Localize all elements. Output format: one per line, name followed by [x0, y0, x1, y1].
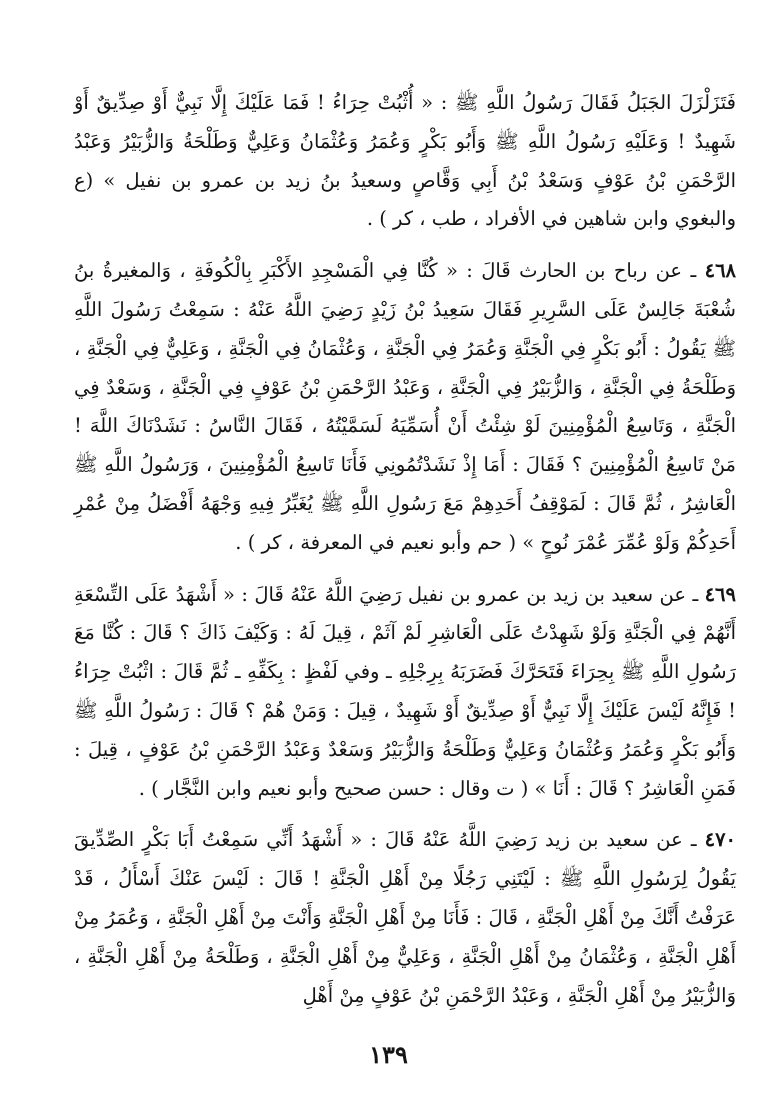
hadith-469: [74, 576, 736, 809]
hadith-number: ٤٦٨: [704, 259, 737, 283]
hadith-number: ٤٧٠: [704, 828, 737, 852]
hadith-number: ٤٦٩: [704, 582, 736, 606]
hadith-text: ـ عن سعيد بن زيد رَضِيَ اللَّهُ عَنْهُ قَالَ : « أَشْهَدُ أَنِّي سَمِعْتُ أَبَا بَكْرٍ الصِّدِّيقَ يَقُولُ لِرَسُولِ اللَّهِ ﷺ : لَيْتَنِي رَجُلًا مِنْ أَهْلِ الْجَنَّةِ ! قَالَ : لَيْسَ عَنْكَ أَسْأَلُ ، قَدْ عَرَفْتُ أَنَّكَ مِنْ أَهْلِ الْجَنَّةِ ، قَالَ : فَأَنَا مِنْ أَهْلِ الْجَنَّةِ وَأَنْتَ مِنْ أَهْلِ الْجَنَّةِ ، وَعُمَرُ مِنْ أَهْلِ الْجَنَّةِ ، وَعُثْمَانُ مِنْ أَهْلِ الْجَنَّةِ ، وَعَلِيٌّ مِنْ أَهْلِ الْجَنَّةِ ، وَطَلْحَةُ مِنْ أَهْلِ الْجَنَّةِ ، وَالزُّبَيْرُ مِنْ أَهْلِ الْجَنَّةِ ، وَعَبْدُ الرَّحْمَنِ بْنُ عَوْفٍ مِنْ أَهْلِ: [74, 828, 736, 1007]
hadith-text: ـ عن رباح بن الحارث قَالَ : « كُنَّا فِي الْمَسْجِدِ الأَكْبَرِ بِالْكُوفَةِ ، وَالمغيرةُ بنُ شُعْبَةَ جَالِسٌ عَلَى السَّرِيرِ فَقَالَ سَعِيدُ بْنُ زَيْدٍ رَضِيَ اللَّهُ عَنْهُ : سَمِعْتُ رَسُولَ اللَّهِ ﷺ يَقُولُ : أَبُو بَكْرٍ فِي الْجَنَّةِ وَعُمَرُ فِي الْجَنَّةِ ، وَعُثْمَانُ فِي الْجَنَّةِ ، وَعَلِيٌّ فِي الْجَنَّةِ ، وَطَلْحَةُ فِي الْجَنَّةِ ، وَالزُّبَيْرُ فِي الْجَنَّةِ ، وَعَبْدُ الرَّحْمَنِ بْنُ عَوْفٍ فِي الْجَنَّةِ ، وَسَعْدٌ فِي الْجَنَّةِ ، وَتَاسِعُ الْمُؤْمِنِينَ لَوْ شِئْتُ أَنْ أُسَمِّيَهُ لَسَمَّيْتُهُ ، فَقَالَ النَّاسُ : نَشَدْنَاكَ اللَّهَ ! مَنْ تَاسِعُ الْمُؤْمِنِينَ ؟ فَقَالَ : أَمَا إِذْ نَشَدْتُمُونِي فَأَنَا تَاسِعُ الْمُؤْمِنِينَ ، وَرَسُولُ اللَّهِ ﷺ الْعَاشِرُ ، ثُمَّ قَالَ : لَمَوْقِفُ أَحَدِهِمْ مَعَ رَسُولِ اللَّهِ ﷺ يُغَبِّرُ فِيهِ وَجْهَهُ أَفْضَلُ مِنْ عُمْرِ أَحَدِكُمْ وَلَوْ عُمِّرَ عُمْرَ نُوحٍ » ( حم وأبو نعيم في المعرفة ، كر ) .: [74, 259, 736, 554]
hadith-470: [74, 821, 736, 1015]
continuation-paragraph: فَتَزَلْزَلَ الجَبَلُ فَقَالَ رَسُولُ اللَّهِ ﷺ : « أُثْبُتْ حِرَاءُ ! فَمَا عَلَيْكَ إِلَّا نَبِيٌّ أَوْ صِدِّيقٌ أَوْ شَهِيدٌ ! وَعَلَيْهِ رَسُولُ اللَّهِ ﷺ وَأَبُو بَكْرٍ وَعُمَرُ وَعُثْمَانُ وَعَلِيٌّ وَطَلْحَةُ وَالزُّبَيْرُ وَعَبْدُ الرَّحْمَنِ بْنُ عَوْفٍ وَسَعْدُ بْنُ أَبِي وَقَّاصٍ وسعيدُ بنُ زيد بن عمرو بن نفيل » (ع والبغوي وابن شاهين في الأفراد ، طب ، كر ) .: [74, 91, 736, 231]
hadith-468: [74, 252, 736, 562]
page-body: [74, 84, 736, 1015]
hadith-text: ـ عن سعيد بن زيد بن عمرو بن نفيل رَضِيَ اللَّهُ عَنْهُ قَالَ : « أَشْهَدُ عَلَى التِّسْعَةِ أَنَّهُمْ فِي الْجَنَّةِ وَلَوْ شَهِدْتُ عَلَى الْعَاشِرِ لَمْ آثَمْ ، قِيلَ لَهُ : وَكَيْفَ ذَاكَ ؟ قَالَ : كُنَّا مَعَ رَسُولِ اللَّهِ ﷺ بِحِرَاءَ فَتَحَرَّكَ فَضَرَبَهُ بِرِجْلِهِ ـ وفي لَفْظٍ : بِكَفِّهِ ـ ثُمَّ قَالَ : اثْبُتْ حِرَاءُ ! فَإِنَّهُ لَيْسَ عَلَيْكَ إِلَّا نَبِيٌّ أَوْ صِدِّيقٌ أَوْ شَهِيدٌ ، قِيلَ : وَمَنْ هُمْ ؟ قَالَ : رَسُولُ اللَّهِ ﷺ وَأَبُو بَكْرٍ وَعُمَرُ وَعُثْمَانُ وَعَلِيٌّ وَطَلْحَةُ وَالزُّبَيْرُ وَسَعْدٌ وَعَبْدُ الرَّحْمَنِ بْنُ عَوْفٍ ، قِيلَ : فَمَنِ الْعَاشِرُ ؟ قَالَ : أَنَا » ( ت وقال : حسن صحيح وأبو نعيم وابن النَّجَّار ) .: [74, 582, 736, 800]
page-number: ١٣٩: [369, 1040, 408, 1069]
